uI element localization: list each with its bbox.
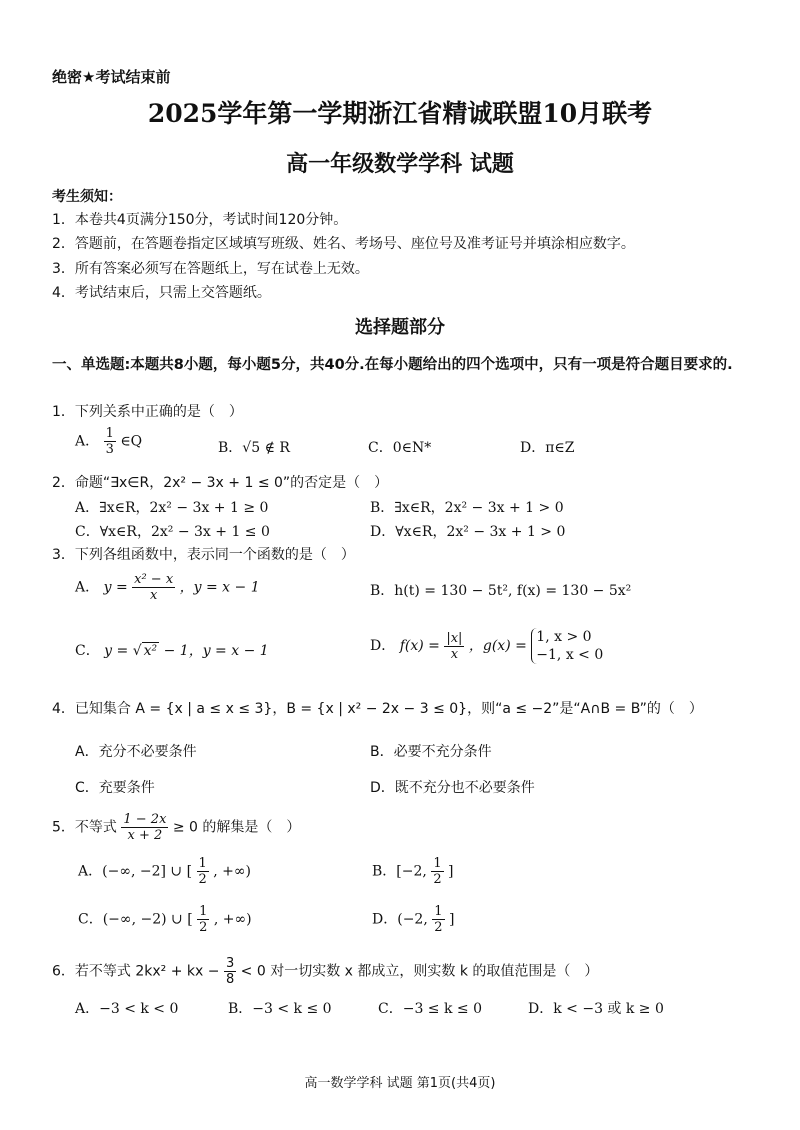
notice-item: 1．本卷共4页满分150分，考试时间120分钟。	[52, 212, 348, 228]
notice-item: 4．考试结束后，只需上交答题纸。	[52, 285, 271, 301]
fraction: $\frac{1}{2}$	[198, 856, 207, 887]
fraction: $\frac{1}{2}$	[434, 904, 443, 935]
question-5-option-a: A．(−∞, −2] ∪ [ $\frac{1}{2}$ , +∞)	[78, 856, 252, 887]
question-4-option-d: D．既不充分也不必要条件	[370, 780, 535, 796]
page-footer: 高一数学学科 试题 第1页(共4页)	[304, 1076, 496, 1091]
question-6-option-d: D．k < −3 或 k ≥ 0	[528, 1001, 664, 1017]
fraction: $\frac{1}{2}$	[433, 856, 442, 887]
question-5-stem: 5．不等式 $\frac{1 - 2x}{x + 2}$ ≥ 0 的解集是（ ）	[52, 812, 301, 843]
question-2-option-a: A．∃x∈R，2x² − 3x + 1 ≥ 0	[75, 500, 269, 516]
fraction: $\frac{|x|}{x}$	[446, 630, 463, 662]
question-2-option-c: C．∀x∈R，2x² − 3x + 1 ≤ 0	[75, 524, 270, 540]
question-1-option-c: C．0∈N*	[368, 440, 432, 456]
question-6-stem: 6．若不等式 2kx² + kx − $\frac{3}{8}$ < 0 对一切实数 x 都成立，则实数 k 的取值范围是（ ）	[52, 956, 599, 987]
question-2-stem: 2．命题“∃x∈R，2x² − 3x + 1 ≤ 0”的否定是（ ）	[52, 475, 389, 491]
question-4-option-b: B．必要不充分条件	[370, 744, 492, 760]
question-2-option-b: B．∃x∈R，2x² − 3x + 1 > 0	[370, 500, 564, 516]
notice-item: 2．答题前，在答题卷指定区域填写班级、姓名、考场号、座位号及准考证号并填涂相应数字。	[52, 236, 635, 252]
question-4-option-c: C．充要条件	[75, 780, 155, 796]
part-instructions: 一、单选题:本题共8小题，每小题5分，共40分.在每小题给出的四个选项中，只有一项是符合题目要求的.	[52, 357, 733, 373]
question-3-option-a: A． y = $\frac{\text{x² − x}}{x}$ ，y = x − 1	[75, 572, 260, 603]
question-3-option-c: C． y = √ x² − 1，y = x − 1	[75, 643, 269, 659]
fraction: $\frac{\text{x² − x}}{x}$	[134, 572, 174, 603]
question-3-option-d: D． f(x) = $\frac{|x|}{x}$ ，g(x) = 1, x > 0 −1, x < 0	[370, 629, 604, 663]
confidential-label: 绝密★考试结束前	[52, 68, 171, 86]
exam-title: 2025学年第一学期浙江省精诚联盟10月联考	[147, 99, 653, 128]
question-3-option-b: B．h(t) = 130 − 5t², f(x) = 130 − 5x²	[370, 583, 632, 599]
fraction: $\frac{1}{3}$	[105, 426, 114, 457]
question-6-option-c: C．−3 ≤ k ≤ 0	[378, 1001, 483, 1017]
question-2-option-d: D．∀x∈R，2x² − 3x + 1 > 0	[370, 524, 566, 540]
question-6-option-a: A．−3 < k < 0	[75, 1001, 179, 1017]
question-4-option-a: A．充分不必要条件	[75, 744, 197, 760]
fraction: $\frac{1}{2}$	[199, 904, 208, 935]
fraction: $\frac{1 - 2x}{x + 2}$	[123, 812, 167, 843]
question-5-option-d: D．(−2, $\frac{1}{2}$ ]	[372, 904, 455, 935]
notice-heading: 考生须知：	[52, 189, 122, 205]
question-4-stem: 4．已知集合 A = {x | a ≤ x ≤ 3}，B = {x | x² − 2x − 3 ≤ 0}，则“a ≤ −2”是“A∩B = B”的（ ）	[52, 701, 703, 717]
notice-item: 3．所有答案必须写在答题纸上，写在试卷上无效。	[52, 261, 369, 277]
piecewise-cases: 1, x > 0 −1, x < 0	[531, 628, 603, 664]
fraction: $\frac{3}{8}$	[225, 956, 235, 987]
question-1-option-b: B．√5 ∉ R	[218, 440, 290, 456]
question-1-stem: 1．下列关系中正确的是（ ）	[52, 404, 243, 420]
exam-subtitle: 高一年级数学学科 试题	[286, 151, 514, 177]
question-5-option-c: C．(−∞, −2) ∪ [ $\frac{1}{2}$ , +∞)	[78, 904, 252, 935]
question-6-option-b: B．−3 < k ≤ 0	[228, 1001, 332, 1017]
question-3-stem: 3．下列各组函数中，表示同一个函数的是（ ）	[52, 547, 355, 563]
question-1-option-d: D．π∈Z	[520, 440, 575, 456]
section-title: 选择题部分	[355, 317, 445, 338]
question-1-option-a: A． $\frac{1}{3}$ ∈Q	[75, 426, 143, 457]
question-5-option-b: B．[−2, $\frac{1}{2}$ ]	[372, 856, 454, 887]
